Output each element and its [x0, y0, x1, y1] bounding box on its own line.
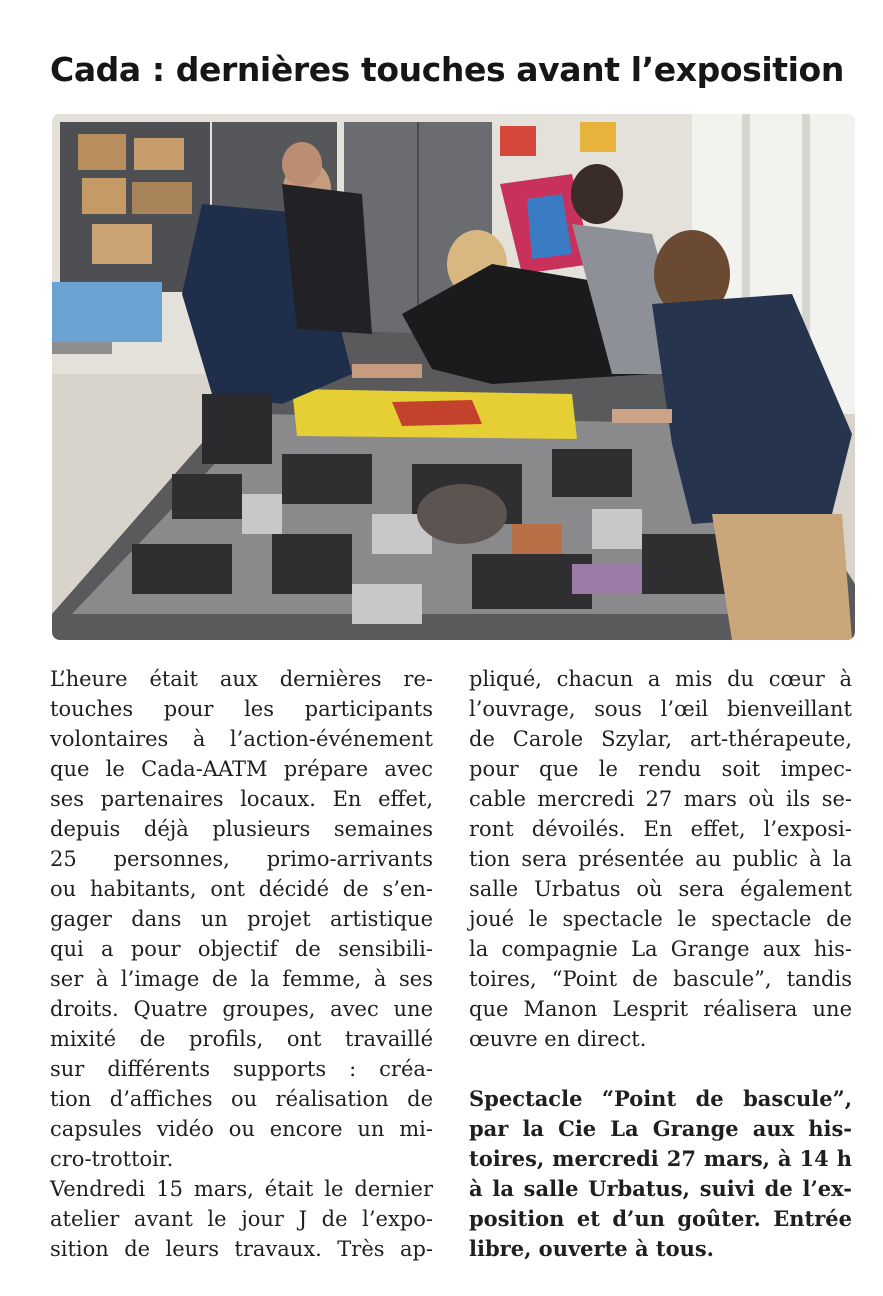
text-line: Spectacle “Point de bascule”,	[469, 1086, 852, 1111]
text-line: sition de leurs travaux. Très ap-	[50, 1237, 433, 1261]
text-line: la compagnie La Grange aux his-	[469, 937, 852, 961]
text-line: atelier avant le jour J de l’expo-	[50, 1207, 433, 1231]
text-line: touches pour les participants	[50, 697, 433, 721]
text-line: Vendredi 15 mars, était le dernier	[50, 1177, 433, 1201]
text-line: cro-trottoir.	[50, 1147, 174, 1171]
text-line: ront dévoilés. En effet, l’exposi-	[469, 817, 852, 841]
text-line: que le Cada-AATM prépare avec	[50, 757, 433, 781]
article-paragraph-2-continued	[469, 664, 852, 1054]
text-line: sur différents supports : créa-	[50, 1057, 433, 1081]
text-line: droits. Quatre groupes, avec une	[50, 997, 433, 1021]
text-line: 25 personnes, primo-arrivants	[50, 847, 433, 871]
article-column-right	[469, 664, 852, 1264]
event-info-box	[469, 1084, 852, 1264]
article-paragraph-2	[50, 1174, 433, 1264]
text-line: joué le spectacle le spectacle de	[469, 907, 852, 931]
text-line: pour que le rendu soit impec-	[469, 757, 852, 781]
text-line: à la salle Urbatus, suivi de l’ex-	[469, 1176, 852, 1201]
article-photo	[52, 114, 855, 640]
text-line: tion sera présentée au public à la	[469, 847, 852, 871]
text-line: L’heure était aux dernières re-	[50, 667, 433, 691]
text-line: volontaires à l’action-événement	[50, 727, 433, 751]
text-line: cable mercredi 27 mars où ils se-	[469, 787, 852, 811]
text-line: capsules vidéo ou encore un mi-	[50, 1117, 433, 1141]
text-line: tion d’affiches ou réalisation de	[50, 1087, 433, 1111]
text-line: l’ouvrage, sous l’œil bienveillant	[469, 697, 852, 721]
text-line: ses partenaires locaux. En effet,	[50, 787, 433, 811]
text-line: toires, mercredi 27 mars, à 14 h	[469, 1146, 852, 1171]
text-line: par la Cie La Grange aux his-	[469, 1116, 852, 1141]
text-line: ser à l’image de la femme, à ses	[50, 967, 433, 991]
text-line: œuvre en direct.	[469, 1027, 647, 1051]
text-line: gager dans un projet artistique	[50, 907, 433, 931]
text-line: que Manon Lesprit réalisera une	[469, 997, 852, 1021]
text-line: depuis déjà plusieurs semaines	[50, 817, 433, 841]
text-line: toires, “Point de bascule”, tandis	[469, 967, 852, 991]
text-line: libre, ouverte à tous.	[469, 1236, 714, 1261]
article-paragraph-1	[50, 664, 433, 1174]
text-line: pliqué, chacun a mis du cœur à	[469, 667, 852, 691]
text-line: qui a pour objectif de sensibili-	[50, 937, 433, 961]
text-line: de Carole Szylar, art-thérapeute,	[469, 727, 852, 751]
article-headline: Cada : dernières touches avant l’exposition	[50, 50, 844, 89]
text-line: mixité de profils, ont travaillé	[50, 1027, 433, 1051]
text-line: ou habitants, ont décidé de s’en-	[50, 877, 433, 901]
text-line: position et d’un goûter. Entrée	[469, 1206, 852, 1231]
article-column-left	[50, 664, 433, 1264]
photo-collage-workshop-icon	[52, 114, 855, 640]
text-line: salle Urbatus où sera également	[469, 877, 852, 901]
